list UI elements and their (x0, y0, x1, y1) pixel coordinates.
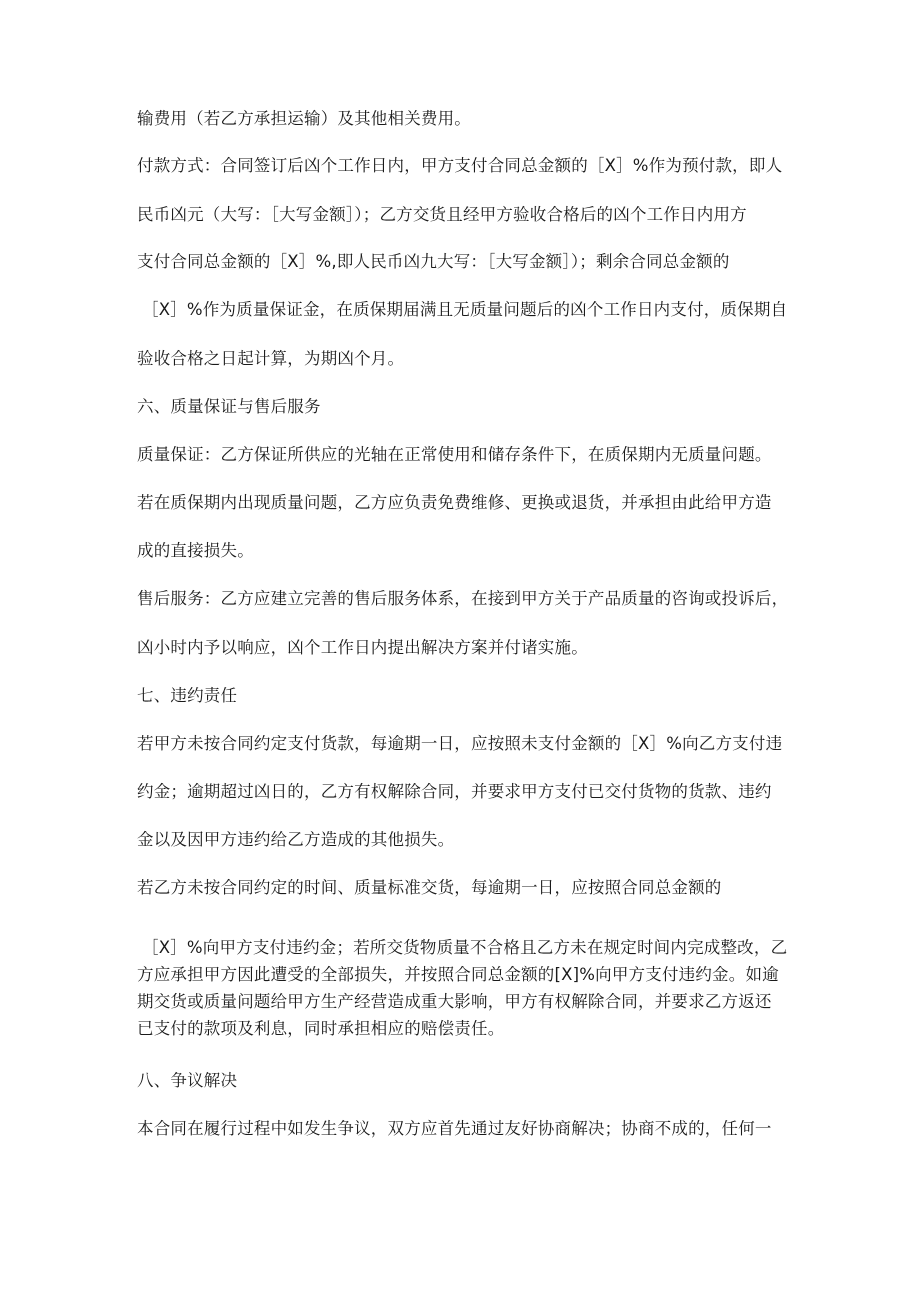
text-line: 已支付的款项及利息，同时承担相应的赔偿责任。 (137, 1019, 505, 1038)
text-line: 本合同在履行过程中如发生争议，双方应首先通过友好协商解决；协商不成的，任何一 (137, 1119, 772, 1138)
text-line: 约金；逾期超过凶日的，乙方有权解除合同，并要求甲方支付已交付货物的货款、违约 (137, 782, 772, 801)
text-line: ［X］%向甲方支付违约金；若所交货物质量不合格且乙方未在规定时间内完成整改，乙 (142, 938, 788, 957)
text-line: 民币凶元（大写：［大写金额］）；乙方交货且经甲方验收合格后的凶个工作日内用方 (137, 205, 747, 224)
text-line: 方应承担甲方因此遭受的全部损失，并按照合同总金额的[X]%向甲方支付违约金。如逾 (137, 965, 779, 984)
text-line: 凶小时内予以响应，凶个工作日内提出解决方案并付诸实施。 (137, 638, 588, 657)
text-line: ［X］%作为质量保证金，在质保期届满且无质量问题后的凶个工作日内支付，质保期自 (142, 300, 788, 319)
text-line: 若在质保期内出现质量问题，乙方应负责免费维修、更换或退货，并承担由此给甲方造 (137, 493, 772, 512)
section-heading-7: 七、违约责任 (137, 686, 238, 705)
text-line: 售后服务：乙方应建立完善的售后服务体系，在接到甲方关于产品质量的咨询或投诉后， (137, 589, 789, 608)
text-line: 金以及因甲方违约给乙方造成的其他损失。 (137, 830, 455, 849)
text-line: 期交货或质量问题给甲方生产经营造成重大影响，甲方有权解除合同，并要求乙方返还 (137, 992, 772, 1011)
text-line: 输费用（若乙方承担运输）及其他相关费用。 (137, 109, 471, 128)
text-line: 支付合同总金额的［X］%,即人民币凶九大写：［大写金额］）；剩余合同总金额的 (137, 252, 730, 271)
text-line: 质量保证：乙方保证所供应的光轴在正常使用和储存条件下，在质保期内无质量问题。 (137, 445, 772, 464)
section-heading-6: 六、质量保证与售后服务 (137, 397, 321, 416)
dense-paragraph (137, 934, 802, 1042)
text-line: 付款方式：合同签订后凶个工作日内，甲方支付合同总金额的［X］%作为预付款，即人 (137, 156, 783, 175)
text-line: 若甲方未按合同约定支付货款，每逾期一日，应按照未支付金额的［X］%向乙方支付违 (137, 734, 783, 753)
text-line: 若乙方未按合同约定的时间、质量标准交货，每逾期一日，应按照合同总金额的 (137, 878, 722, 897)
text-line: 验收合格之日起计算，为期凶个月。 (137, 349, 405, 368)
section-heading-8: 八、争议解决 (137, 1071, 238, 1090)
text-line: 成的直接损失。 (137, 541, 254, 560)
